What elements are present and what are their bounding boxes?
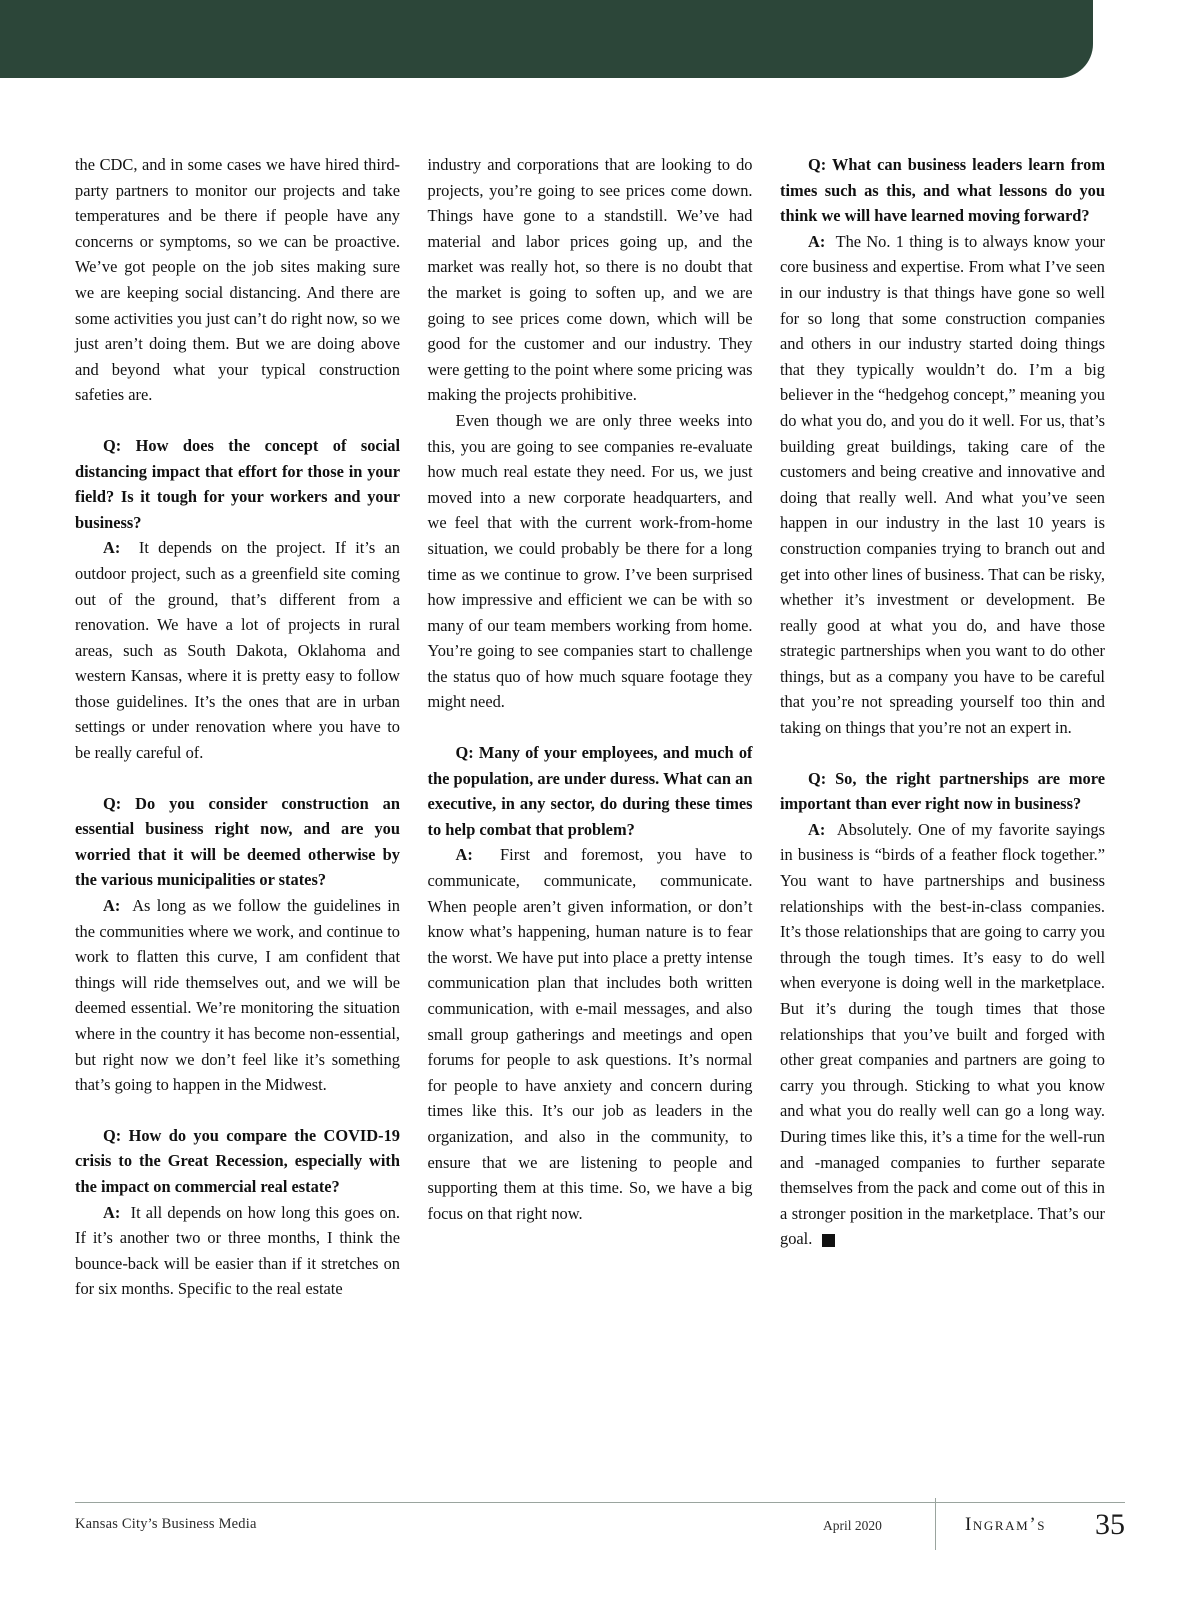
answer-label: A: xyxy=(103,538,121,558)
answer-text: First and foremost, you have to communicate, communicate, communicate. When people aren’t given information, or don’t know what’s happening, human nature is to fear the worst. We have put into place a pretty intense communication plan that includes both written communication, with e-mail messages, and also small group gatherings and meetings and open forums for people to ask questions. It’s normal for people to have anxiety and concern during times like this. It’s our job as leaders in the organization, and also in the community, to ensure that we are listening to people and supporting them at this time. So, we have a big focus on that right now. xyxy=(427,845,753,1223)
answer-label: A: xyxy=(808,819,826,839)
question-heading: Q: How does the concept of social distancing impact that effort for those in your field? Is it tough for your workers and your business? xyxy=(75,435,400,532)
article-body xyxy=(75,152,1105,1452)
answer-paragraph xyxy=(75,893,400,1098)
question-heading: Q: How do you compare the COVID-19 crisis to the Great Recession, especially with the impact on commercial real estate? xyxy=(75,1125,400,1196)
question-heading: Q: So, the right partnerships are more important than ever right now in business? xyxy=(780,768,1105,814)
footer-divider-line xyxy=(75,1502,1125,1503)
answer-label: A: xyxy=(808,231,826,251)
page-top-banner xyxy=(0,0,1093,78)
answer-paragraph xyxy=(780,817,1105,1252)
question-heading: Q: Many of your employees, and much of the population, are under duress. What can an executive, in any sector, do during these times to help combat that problem? xyxy=(427,743,753,839)
answer-label: A: xyxy=(103,896,121,916)
footer-publisher-tagline: Kansas City’s Business Media xyxy=(75,1516,257,1532)
end-of-article-mark: I xyxy=(822,1234,835,1247)
paragraph: the CDC, and in some cases we have hired third-party partners to monitor our projects and take temperatures and be there if people have any concerns or symptoms, so we can be proactive. We’ve got people on the job sites making sure we are keeping social distancing. And there are some activities you just can’t do right now, so we just aren’t doing them. But we are doing above and beyond what your typical construction safeties are. xyxy=(75,155,400,405)
text-column-2 xyxy=(428,152,753,1452)
question-heading: Q: Do you consider construction an essential business right now, and are you worried that it will be deemed otherwise by the various municipalities or states? xyxy=(75,793,400,890)
answer-text: As long as we follow the guidelines in the communities where we work, and continue to work to flatten this curve, I am confident that things will ride themselves out, and we will be deemed essential. We’re monitoring the situation where in the country it has become non-essential, but right now we don’t feel like it’s something that’s going to happen in the Midwest. xyxy=(75,896,400,1095)
page-number: 35 xyxy=(1095,1508,1125,1541)
question-heading: Q: What can business leaders learn from times such as this, and what lessons do you think we will have learned moving forward? xyxy=(780,155,1105,226)
answer-label: A: xyxy=(455,845,473,865)
answer-text: It depends on the project. If it’s an outdoor project, such as a greenfield site coming out of the ground, that’s different from a renovation. We have a lot of projects in rural areas, such as South Dakota, Oklahoma and western Kansas, where it is pretty easy to follow those guidelines. It’s the ones that are in urban settings or under renovation where you have to be really careful of. xyxy=(75,538,400,763)
footer-vertical-rule xyxy=(935,1498,936,1550)
answer-text: The No. 1 thing is to always know your core business and expertise. From what I’ve seen in our industry is that things have gone so well for so long that some construction companies and others in our industry started doing things that they typically wouldn’t do. I’m a big believer in the “hedgehog concept,” meaning you do what you do, and you do it well. For us, that’s building great buildings, taking care of the customers and being creative and innovative and doing that really well. And what you’ve seen happen in our industry in the last 10 years is construction companies trying to branch out and get into other lines of business. That can be risky, whether it’s investment or development. Be really good at what you do, and have those strategic partnerships when you want to do other things, but as a company you have to be careful that you’re not spreading yourself too thin and taking on things that you’re not an expert in. xyxy=(780,231,1105,738)
footer-magazine-brand: Ingram’s xyxy=(965,1514,1047,1535)
text-column-3 xyxy=(780,152,1105,1452)
page-footer xyxy=(75,1502,1125,1548)
answer-text: Absolutely. One of my favorite sayings in business is “birds of a feather flock together.” You want to have partnerships and business relationships with the best-in-class companies. It’s those relationships that are going to carry you through the tough times. It’s easy to do well when everyone is doing well in the marketplace. But it’s during the tough times that those relationships that you’ve built and forged with other great companies and partners are going to carry you through. Sticking to what you know and what you do really well can go a long way. During times like this, it’s a time for the well-run and -managed companies to further separate themselves from the pack and come out of this in a stronger position in the marketplace. That’s our goal. xyxy=(780,819,1106,1249)
answer-paragraph xyxy=(75,1200,400,1302)
answer-paragraph xyxy=(428,842,753,1226)
footer-issue-date: April 2020 xyxy=(823,1518,882,1533)
answer-paragraph xyxy=(75,535,400,765)
answer-label: A: xyxy=(103,1202,121,1222)
paragraph: Even though we are only three weeks into this, you are going to see companies re-evaluate how much real estate they need. For us, we just moved into a new corporate headquarters, and we feel that with the current work-from-home situation, we could probably be there for a long time as we continue to grow. I’ve been surprised how impressive and efficient we can be with so many of our team members working from home. You’re going to see companies start to challenge the status quo of how much square footage they might need. xyxy=(427,410,753,712)
paragraph: industry and corporations that are looking to do projects, you’re going to see prices come down. Things have gone to a standstill. We’ve had material and labor prices going up, and the market was really hot, so there is no doubt that the market is going to soften up, and we are going to see prices come down, which will be good for the customer and our industry. They were getting to the point where some pricing was making the projects prohibitive. xyxy=(427,155,753,405)
text-column-1 xyxy=(75,152,400,1452)
answer-text: It all depends on how long this goes on. If it’s another two or three months, I think the bounce-back will be easier than if it stretches on for six months. Specific to the real estate xyxy=(75,1202,400,1299)
answer-paragraph xyxy=(780,229,1105,741)
